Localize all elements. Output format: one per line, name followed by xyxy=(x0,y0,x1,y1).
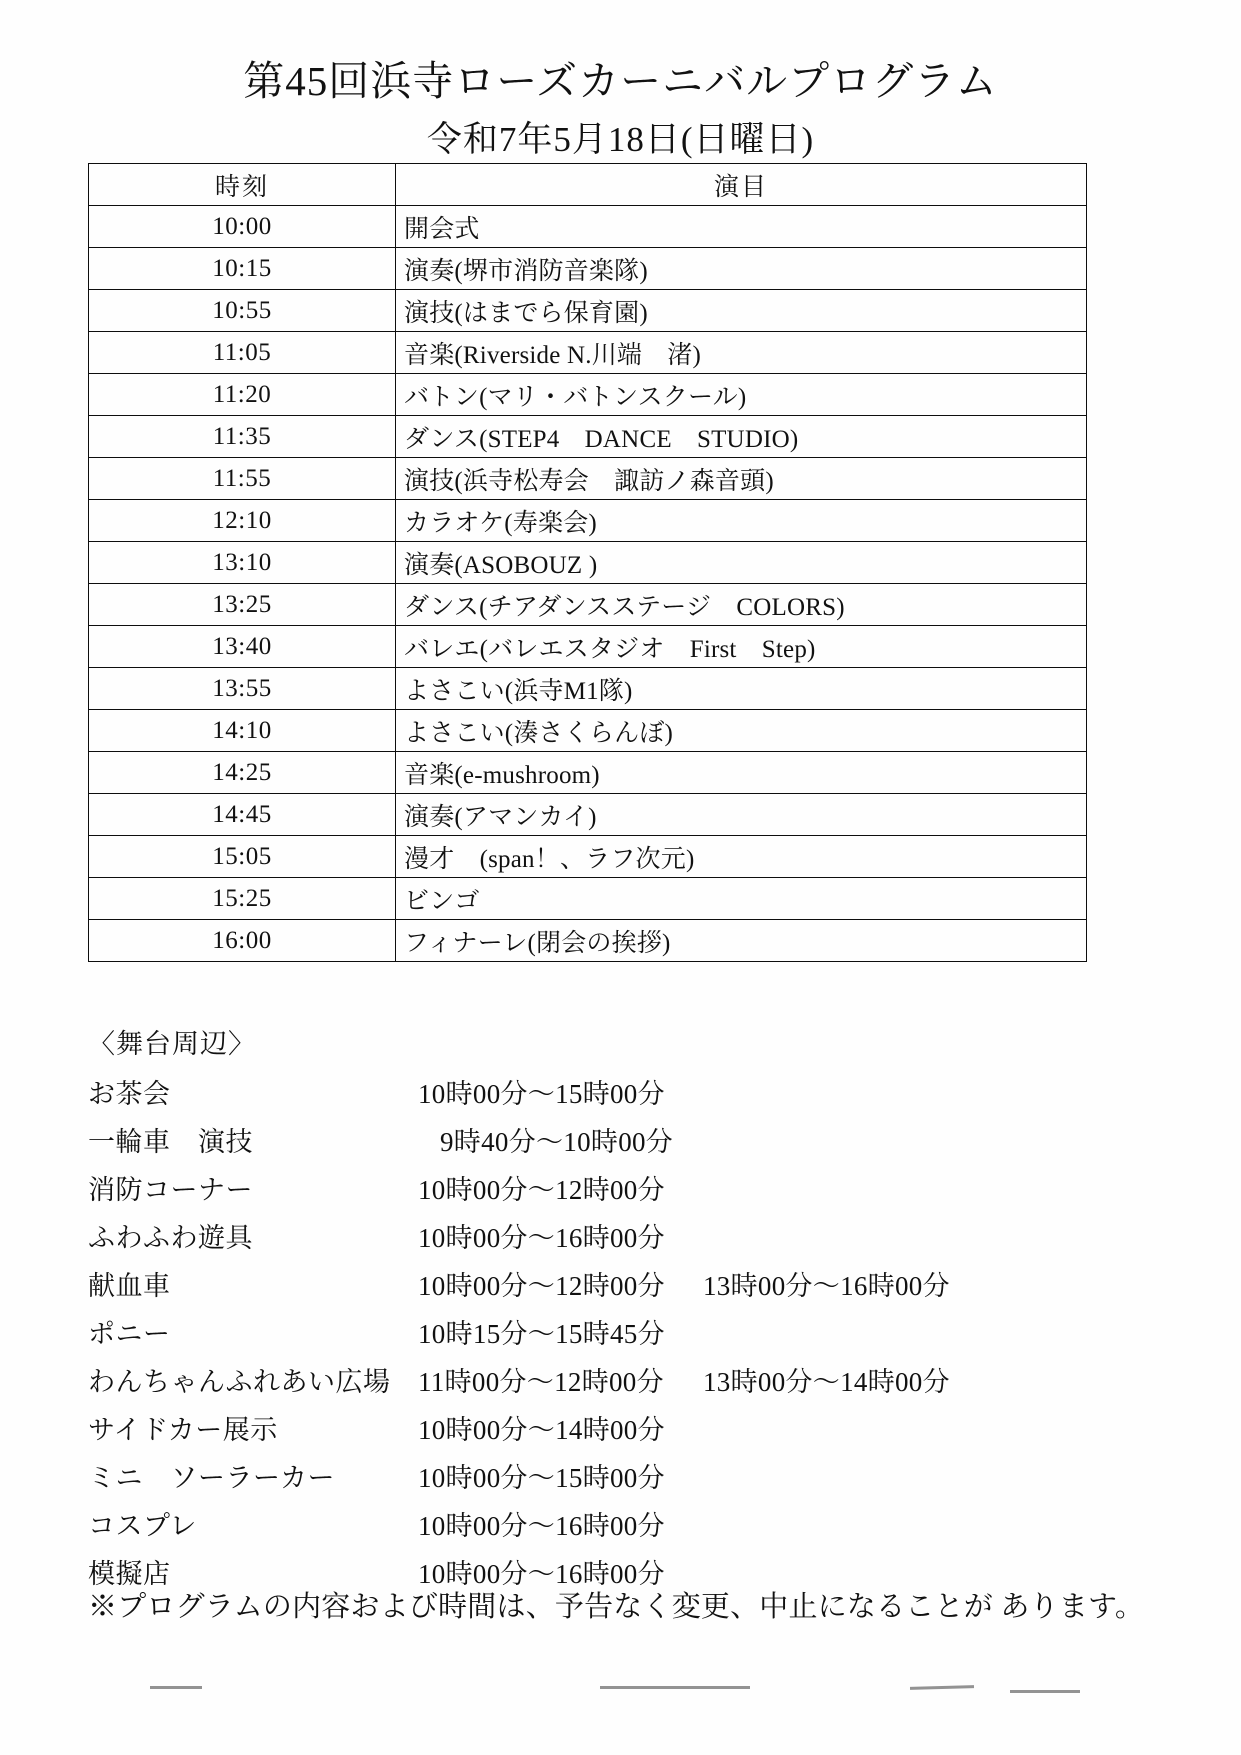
stage-area-item-time: 11時00分〜12時00分 xyxy=(418,1367,664,1397)
scan-artifact xyxy=(150,1686,202,1689)
schedule-program-cell: バレエ(バレエスタジオ First Step) xyxy=(396,626,1087,668)
table-row xyxy=(89,584,1087,626)
scan-artifact xyxy=(600,1686,750,1689)
stage-area-item-time: 10時15分〜15時45分 xyxy=(418,1319,665,1349)
table-row xyxy=(89,878,1087,920)
stage-area-item-name: 消防コーナー xyxy=(88,1175,253,1205)
schedule-program-cell: 音楽(Riverside N.川端 渚) xyxy=(396,332,1087,374)
schedule-program-cell: カラオケ(寿楽会) xyxy=(396,500,1087,542)
stage-area-item-time: 10時00分〜15時00分 xyxy=(418,1463,665,1493)
schedule-program-cell: バトン(マリ・バトンスクール) xyxy=(396,374,1087,416)
schedule-time-cell: 11:05 xyxy=(89,332,396,374)
stage-area-item-name: ポニー xyxy=(88,1319,171,1349)
scan-artifact xyxy=(1010,1690,1080,1693)
schedule-time-cell: 14:25 xyxy=(89,752,396,794)
stage-area-item xyxy=(88,1456,1148,1504)
table-row xyxy=(89,458,1087,500)
table-row xyxy=(89,542,1087,584)
schedule-time-cell: 13:40 xyxy=(89,626,396,668)
stage-area-item-name: ミニ ソーラーカー xyxy=(88,1463,335,1493)
schedule-time-cell: 11:20 xyxy=(89,374,396,416)
table-row xyxy=(89,206,1087,248)
stage-area-item xyxy=(88,1408,1148,1456)
schedule-program-cell: 開会式 xyxy=(396,206,1087,248)
stage-area-item-time: 10時00分〜14時00分 xyxy=(418,1415,665,1445)
stage-area-heading: 〈舞台周辺〉 xyxy=(88,1029,256,1059)
stage-area-item-name: お茶会 xyxy=(88,1079,171,1109)
stage-area-section xyxy=(88,1022,1148,1600)
schedule-time-cell: 14:10 xyxy=(89,710,396,752)
table-row xyxy=(89,752,1087,794)
stage-area-item-name: わんちゃんふれあい広場 xyxy=(88,1367,391,1397)
stage-area-item xyxy=(88,1168,1148,1216)
stage-area-item-time: 10時00分〜16時00分 xyxy=(418,1223,665,1253)
schedule-time-cell: 11:35 xyxy=(89,416,396,458)
schedule-program-cell: 演奏(堺市消防音楽隊) xyxy=(396,248,1087,290)
column-header-program: 演目 xyxy=(396,164,1087,206)
table-row xyxy=(89,794,1087,836)
stage-area-item-time: 10時00分〜16時00分 xyxy=(418,1559,665,1589)
schedule-program-cell: 演奏(ASOBOUZ ) xyxy=(396,542,1087,584)
schedule-program-cell: 演技(はまでら保育園) xyxy=(396,290,1087,332)
schedule-program-cell: 演技(浜寺松寿会 諏訪ノ森音頭) xyxy=(396,458,1087,500)
schedule-time-cell: 11:55 xyxy=(89,458,396,500)
schedule-program-cell: 漫才 (span！、ラフ次元) xyxy=(396,836,1087,878)
schedule-program-cell: よさこい(浜寺M1隊) xyxy=(396,668,1087,710)
table-row xyxy=(89,626,1087,668)
document-title: 第45回浜寺ローズカーニバルプログラム xyxy=(243,58,998,104)
table-row xyxy=(89,668,1087,710)
schedule-time-cell: 13:10 xyxy=(89,542,396,584)
schedule-time-cell: 15:05 xyxy=(89,836,396,878)
column-header-time: 時刻 xyxy=(89,164,396,206)
schedule-program-cell: ダンス(チアダンスステージ COLORS) xyxy=(396,584,1087,626)
stage-area-item xyxy=(88,1120,1148,1168)
schedule-table xyxy=(88,163,1087,962)
stage-area-item xyxy=(88,1216,1148,1264)
stage-area-item xyxy=(88,1360,1148,1408)
stage-area-item-name: 献血車 xyxy=(88,1271,171,1301)
schedule-time-cell: 15:25 xyxy=(89,878,396,920)
document-date: 令和7年5月18日(日曜日) xyxy=(426,120,815,160)
schedule-program-cell: フィナーレ(閉会の挨拶) xyxy=(396,920,1087,962)
footnote-note: ※プログラムの内容および時間は、予告なく変更、中止になることが あります。 xyxy=(88,1591,1145,1623)
stage-area-item-time: 10時00分〜15時00分 xyxy=(418,1079,665,1109)
table-row xyxy=(89,836,1087,878)
table-header-row xyxy=(89,164,1087,206)
stage-area-item-time-secondary: 13時00分〜16時00分 xyxy=(703,1271,950,1301)
schedule-program-cell: ビンゴ xyxy=(396,878,1087,920)
schedule-program-cell: ダンス(STEP4 DANCE STUDIO) xyxy=(396,416,1087,458)
schedule-time-cell: 13:25 xyxy=(89,584,396,626)
table-row xyxy=(89,500,1087,542)
table-row xyxy=(89,920,1087,962)
stage-area-item-name: 模擬店 xyxy=(88,1559,171,1589)
table-row xyxy=(89,710,1087,752)
stage-area-item-time: 9時40分〜10時00分 xyxy=(440,1127,674,1157)
stage-area-item-name: コスプレ xyxy=(88,1511,197,1541)
stage-area-item xyxy=(88,1504,1148,1552)
schedule-time-cell: 10:00 xyxy=(89,206,396,248)
schedule-time-cell: 10:15 xyxy=(89,248,396,290)
stage-area-item-time-secondary: 13時00分〜14時00分 xyxy=(703,1367,950,1397)
stage-area-item-name: ふわふわ遊具 xyxy=(88,1223,253,1253)
stage-area-item-time: 10時00分〜12時00分 xyxy=(418,1175,665,1205)
stage-area-list xyxy=(88,1072,1148,1600)
schedule-program-cell: よさこい(湊さくらんぼ) xyxy=(396,710,1087,752)
stage-area-item-name: 一輪車 演技 xyxy=(88,1127,253,1157)
schedule-time-cell: 14:45 xyxy=(89,794,396,836)
stage-area-item-time: 10時00分〜16時00分 xyxy=(418,1511,665,1541)
schedule-time-cell: 16:00 xyxy=(89,920,396,962)
schedule-time-cell: 13:55 xyxy=(89,668,396,710)
schedule-time-cell: 10:55 xyxy=(89,290,396,332)
table-row xyxy=(89,290,1087,332)
document-title-block xyxy=(0,56,1241,163)
table-row xyxy=(89,248,1087,290)
table-row xyxy=(89,332,1087,374)
stage-area-item xyxy=(88,1264,1148,1312)
table-row xyxy=(89,374,1087,416)
schedule-program-cell: 音楽(e-mushroom) xyxy=(396,752,1087,794)
stage-area-item-name: サイドカー展示 xyxy=(88,1415,278,1445)
stage-area-item xyxy=(88,1072,1148,1120)
stage-area-item-time: 10時00分〜12時00分 xyxy=(418,1271,665,1301)
scan-artifact xyxy=(910,1685,974,1690)
table-row xyxy=(89,416,1087,458)
stage-area-item xyxy=(88,1312,1148,1360)
schedule-program-cell: 演奏(アマンカイ) xyxy=(396,794,1087,836)
schedule-table-body xyxy=(89,206,1087,962)
schedule-time-cell: 12:10 xyxy=(89,500,396,542)
